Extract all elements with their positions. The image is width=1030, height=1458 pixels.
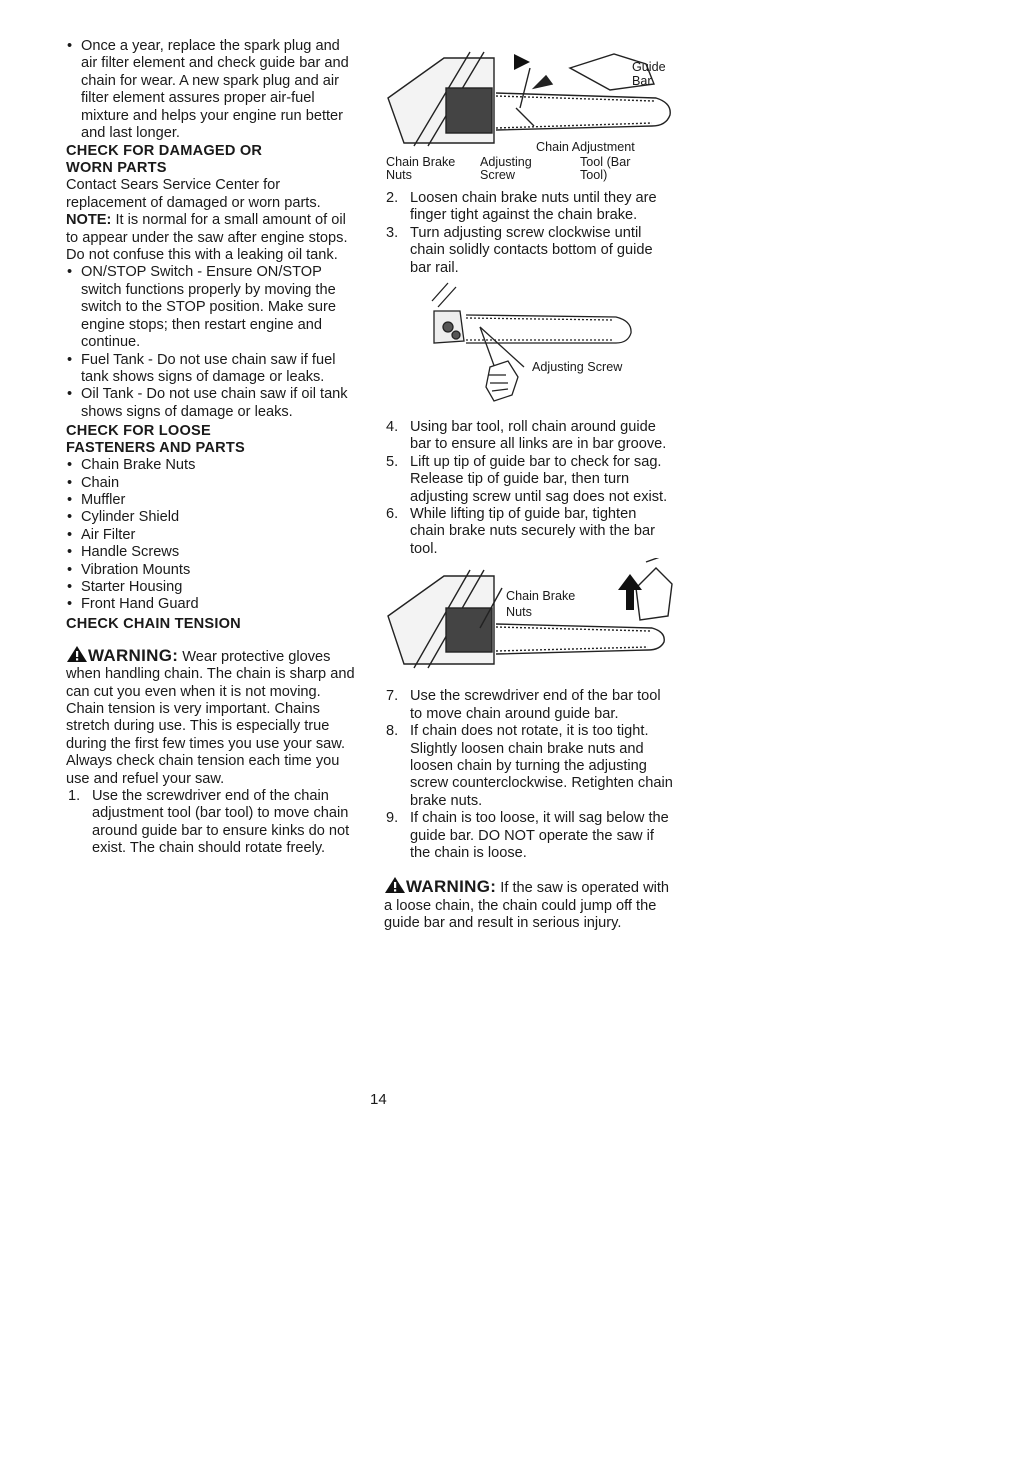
chain-adjustment-label: Chain Adjustment — [536, 140, 635, 154]
list-item: • Handle Screws — [66, 544, 358, 561]
list-item — [384, 723, 674, 810]
warning-label: WARNING: — [88, 645, 179, 665]
chain-brake-nuts-figure — [384, 558, 674, 676]
list-item: • Cylinder Shield — [66, 509, 358, 526]
adjusting-screw-label: Adjusting Screw — [480, 155, 532, 182]
chain-brake-nuts-label: Chain Brake Nuts — [386, 155, 456, 182]
step-text: Lift up tip of guide bar to check for sag. Release tip of guide bar, then turn adjusting screw until sag does not exist. — [410, 453, 668, 505]
arrow-icon — [514, 54, 530, 70]
warning-icon — [384, 876, 406, 894]
step-number: 9. — [386, 810, 399, 827]
step-text: Turn adjusting screw clockwise until chain solidly contacts bottom of guide bar rail. — [410, 224, 653, 276]
list-item — [66, 788, 358, 858]
list-item — [384, 225, 674, 277]
step-number: 7. — [386, 688, 399, 705]
chain-tension-heading: CHECK CHAIN TENSION — [66, 615, 241, 632]
list-item — [384, 810, 674, 862]
list-item: • Chain — [66, 475, 358, 492]
damage-check-list — [66, 264, 358, 421]
list-item: • Starter Housing — [66, 579, 358, 596]
note-label: NOTE: — [66, 212, 112, 229]
intro-list — [66, 38, 358, 142]
bar-tool-label: Tool (Bar Tool) — [580, 155, 631, 182]
left-column — [66, 38, 358, 858]
tension-paragraph: Chain tension is very important. Chains stretch during use. This is especially true during the first few times you use your saw. Always check chain tension each time you use and refuel your saw. — [66, 701, 346, 787]
adjusting-screw-figure — [384, 277, 674, 413]
adjusting-screw-illustration — [384, 277, 674, 413]
list-item — [384, 190, 674, 225]
tension-steps-a — [384, 190, 674, 277]
step-text: If chain does not rotate, it is too tight. Slightly loosen chain brake nuts and loosen chain by turning the adjusting screw counterclockwise. Retighten chain brake nuts. — [410, 723, 673, 809]
adjusting-screw-label: Adjusting Screw — [532, 360, 623, 375]
step-number: 3. — [386, 224, 399, 241]
warning-icon — [66, 645, 88, 663]
chain-adjustment-figure — [384, 48, 674, 186]
damaged-parts-heading: CHECK FOR DAMAGED OR WORN PARTS — [66, 143, 263, 177]
list-item: • Vibration Mounts — [66, 562, 358, 579]
step-number: 2. — [386, 190, 399, 206]
note-text: It is normal for a small amount of oil to appear under the saw after engine stops. Do not confuse this with a leaking oil tank. — [66, 212, 348, 264]
tension-steps-b — [384, 419, 674, 558]
step-text: Using bar tool, roll chain around guide bar to ensure all links are in bar groove. — [410, 419, 667, 453]
list-item: • Muffler — [66, 492, 358, 509]
chain-brake-nuts-label: Chain Brake Nuts — [506, 589, 576, 620]
list-item — [384, 688, 674, 723]
list-item: • ON/STOP Switch - Ensure ON/STOP switch functions properly by moving the switch to the STOP position. Make sure engine stops; then restart engine and continue. — [66, 264, 358, 351]
list-item: • Once a year, replace the spark plug and air filter element and check guide bar and chain for wear. A new spark plug and air filter element assures proper air-fuel mixture and helps your engine run better and last longer. — [66, 38, 358, 142]
note-paragraph — [66, 212, 358, 264]
damaged-parts-text: Contact Sears Service Center for replacement of damaged or worn parts. — [66, 177, 321, 211]
step-text: Loosen chain brake nuts until they are finger tight against the chain brake. — [410, 190, 657, 224]
step-text: Use the screwdriver end of the chain adjustment tool (bar tool) to move chain around guide bar to ensure kinks do not exist. The chain should rotate freely. — [92, 788, 350, 857]
list-item — [384, 419, 674, 454]
right-column — [384, 48, 674, 933]
warning-text: Wear protective gloves when handling chain. The chain is sharp and can cut you even when it is not moving. — [66, 648, 355, 700]
loose-chain-warning — [384, 876, 674, 932]
fasteners-list — [66, 457, 358, 614]
warning-label: WARNING: — [406, 877, 497, 897]
step-number: 8. — [386, 723, 399, 740]
guide-bar-label: Guide Bar — [632, 60, 666, 88]
page-number: 14 — [370, 1091, 387, 1108]
loose-fasteners-heading: CHECK FOR LOOSE FASTENERS AND PARTS — [66, 423, 245, 457]
list-item: • Fuel Tank - Do not use chain saw if fuel tank shows signs of damage or leaks. — [66, 352, 358, 387]
list-item: • Oil Tank - Do not use chain saw if oil tank shows signs of damage or leaks. — [66, 386, 358, 421]
list-item — [384, 506, 674, 558]
warning-paragraph — [66, 645, 358, 701]
list-item: • Front Hand Guard — [66, 596, 358, 613]
step-text: While lifting tip of guide bar, tighten chain brake nuts securely with the bar tool. — [410, 506, 655, 557]
tension-steps-start — [66, 788, 358, 858]
step-text: If chain is too loose, it will sag below the guide bar. DO NOT operate the saw if the chain is loose. — [410, 810, 669, 861]
step-number: 6. — [386, 506, 399, 523]
step-number: 4. — [386, 419, 399, 436]
warning-text: If the saw is operated with a loose chain, the chain could jump off the guide bar and result in serious injury. — [384, 880, 670, 932]
list-item: • Chain Brake Nuts — [66, 457, 358, 474]
step-number: 5. — [386, 453, 399, 470]
step-text: Use the screwdriver end of the bar tool to move chain around guide bar. — [410, 688, 661, 722]
tension-steps-c — [384, 688, 674, 862]
list-item — [384, 454, 674, 506]
list-item: • Air Filter — [66, 527, 358, 544]
step-number: 1. — [68, 788, 81, 805]
